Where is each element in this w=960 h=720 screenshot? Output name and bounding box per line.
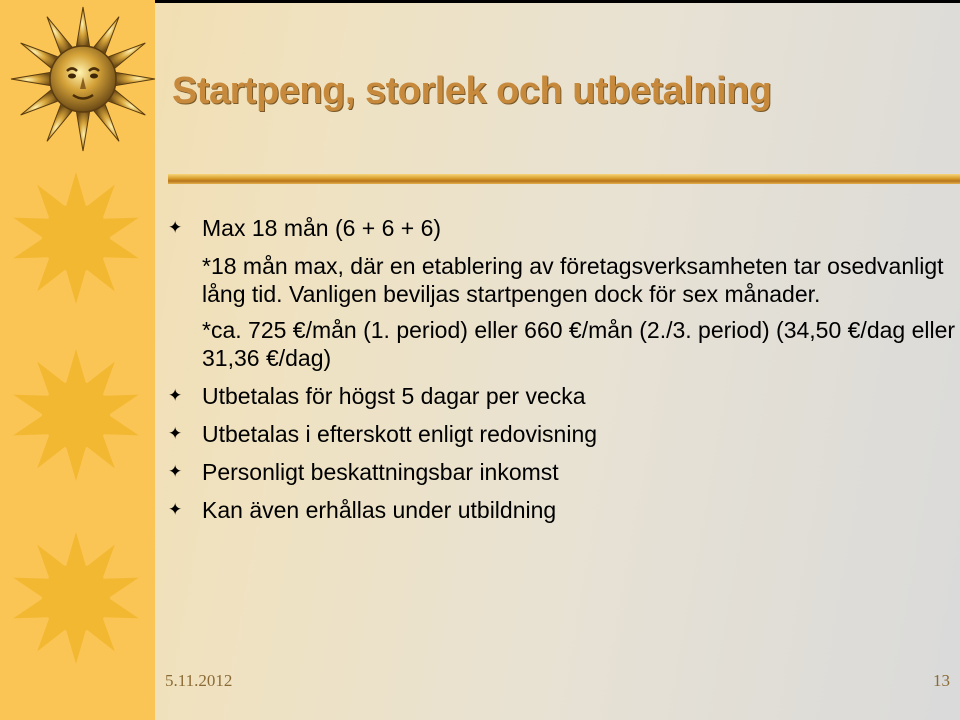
page-number: 13 xyxy=(933,671,950,690)
four-point-star-icon: ✦ xyxy=(168,424,183,443)
bullet-item xyxy=(168,214,958,242)
slide-title: Startpeng, storlek och utbetalning xyxy=(172,70,772,112)
bullet-item xyxy=(168,382,958,410)
footer-date: 5.11.2012 xyxy=(165,671,233,690)
four-point-star-icon: ✦ xyxy=(168,386,183,405)
sun-decoration-icon xyxy=(6,168,146,308)
bullet-text: Utbetalas i efterskott enligt redovisning xyxy=(202,421,598,447)
top-border-line xyxy=(155,0,960,3)
sun-face-icon xyxy=(8,4,158,154)
sun-decoration-icon xyxy=(6,345,146,485)
bullet-text: Max 18 mån (6 + 6 + 6) xyxy=(202,215,442,241)
bullet-text: Kan även erhållas under utbildning xyxy=(202,497,557,523)
bullet-item xyxy=(168,458,958,486)
four-point-star-icon: ✦ xyxy=(168,462,183,481)
four-point-star-icon: ✦ xyxy=(168,500,183,519)
sub-paragraph: *ca. 725 €/mån (1. period) eller 660 €/mån (2./3. period) (34,50 €/dag eller 31,36 €/dag) xyxy=(202,317,956,371)
bullet-text: Utbetalas för högst 5 dagar per vecka xyxy=(202,383,586,409)
sub-paragraph: *18 mån max, där en etablering av företagsverksamheten tar osedvanligt lång tid. Vanligen beviljas startpengen dock för sex månader. xyxy=(202,253,944,307)
slide-body xyxy=(168,214,958,534)
sun-decoration-icon xyxy=(6,528,146,668)
bullet-text: Personligt beskattningsbar inkomst xyxy=(202,459,559,485)
bullet-item xyxy=(168,420,958,448)
title-divider xyxy=(168,174,960,184)
bullet-item xyxy=(168,496,958,524)
four-point-star-icon: ✦ xyxy=(168,218,183,237)
